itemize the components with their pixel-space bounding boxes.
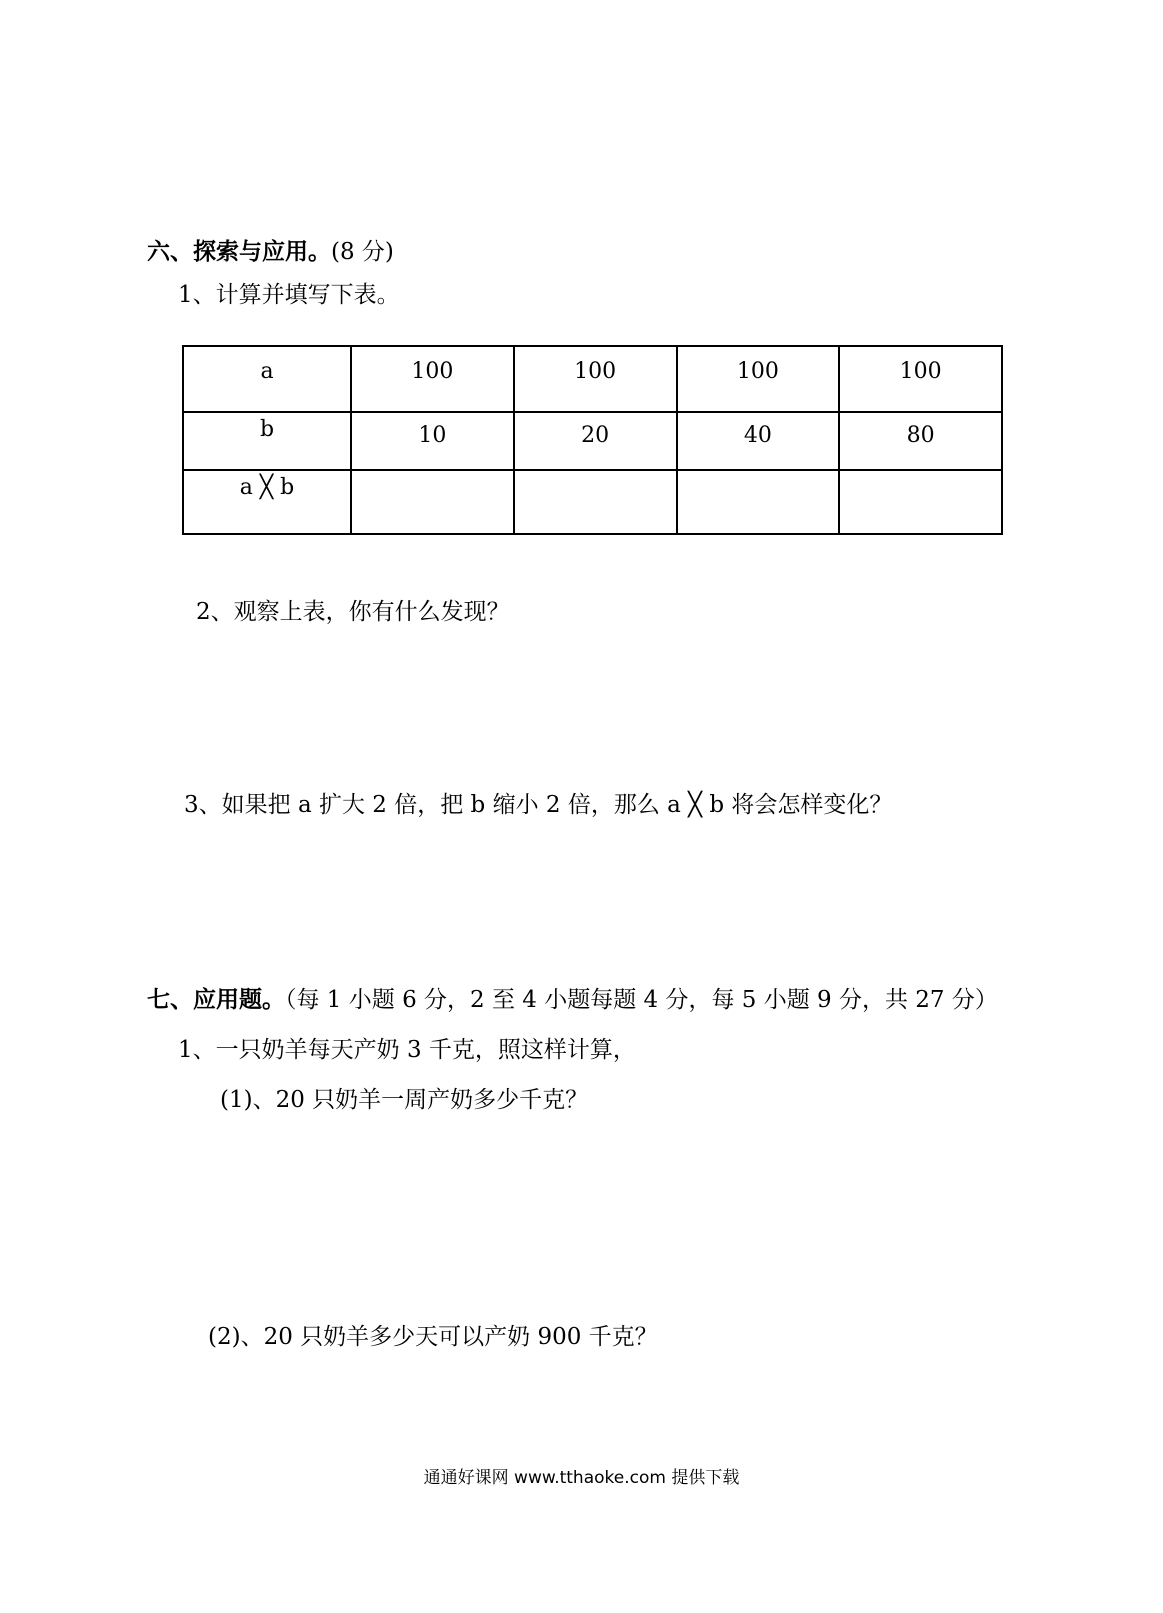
section-6-title: 六、探索与应用。 xyxy=(147,238,331,265)
cell-a-4: 100 xyxy=(839,346,1002,412)
row-label-b: b xyxy=(183,412,351,470)
cell-b-3: 40 xyxy=(677,412,840,470)
section-7-score: （每 1 小题 6 分，2 至 4 小题每题 4 分，每 5 小题 9 分，共 27 分） xyxy=(285,987,998,1013)
footer-source: 通通好课网 www.tthaoke.com 提供下载 xyxy=(423,1468,740,1488)
row-label-a: a xyxy=(183,346,351,412)
section-6-heading xyxy=(147,237,394,267)
section-7-heading xyxy=(147,985,998,1015)
section-7-question-1-part-2: (2)、20 只奶羊多少天可以产奶 900 千克？ xyxy=(208,1324,658,1350)
section-6-score: (8 分) xyxy=(331,239,394,265)
cell-b-1: 10 xyxy=(351,412,514,470)
section-7-question-1-part-1: (1)、20 只奶羊一周产奶多少千克？ xyxy=(220,1087,589,1113)
answer-cell-1[interactable] xyxy=(351,470,514,534)
cell-b-4: 80 xyxy=(839,412,1002,470)
cell-a-1: 100 xyxy=(351,346,514,412)
cell-a-3: 100 xyxy=(677,346,840,412)
table-row-b xyxy=(183,412,1002,470)
cell-b-2: 20 xyxy=(514,412,677,470)
table-row-product xyxy=(183,470,1002,534)
table-row-a xyxy=(183,346,1002,412)
answer-cell-4[interactable] xyxy=(839,470,1002,534)
section-6-question-3: 3、如果把 a 扩大 2 倍，把 b 缩小 2 倍，那么 a ╳ b 将会怎样变化？ xyxy=(184,792,893,818)
section-6-question-1: 1、计算并填写下表。 xyxy=(178,282,400,308)
section-7-question-1: 1、一只奶羊每天产奶 3 千克，照这样计算， xyxy=(178,1037,636,1063)
row-label-product: a ╳ b xyxy=(183,470,351,534)
section-6-question-2: 2、观察上表，你有什么发现？ xyxy=(196,599,510,625)
answer-cell-2[interactable] xyxy=(514,470,677,534)
cell-a-2: 100 xyxy=(514,346,677,412)
answer-cell-3[interactable] xyxy=(677,470,840,534)
calculation-table xyxy=(182,345,1003,535)
section-7-title: 七、应用题。 xyxy=(147,986,285,1013)
